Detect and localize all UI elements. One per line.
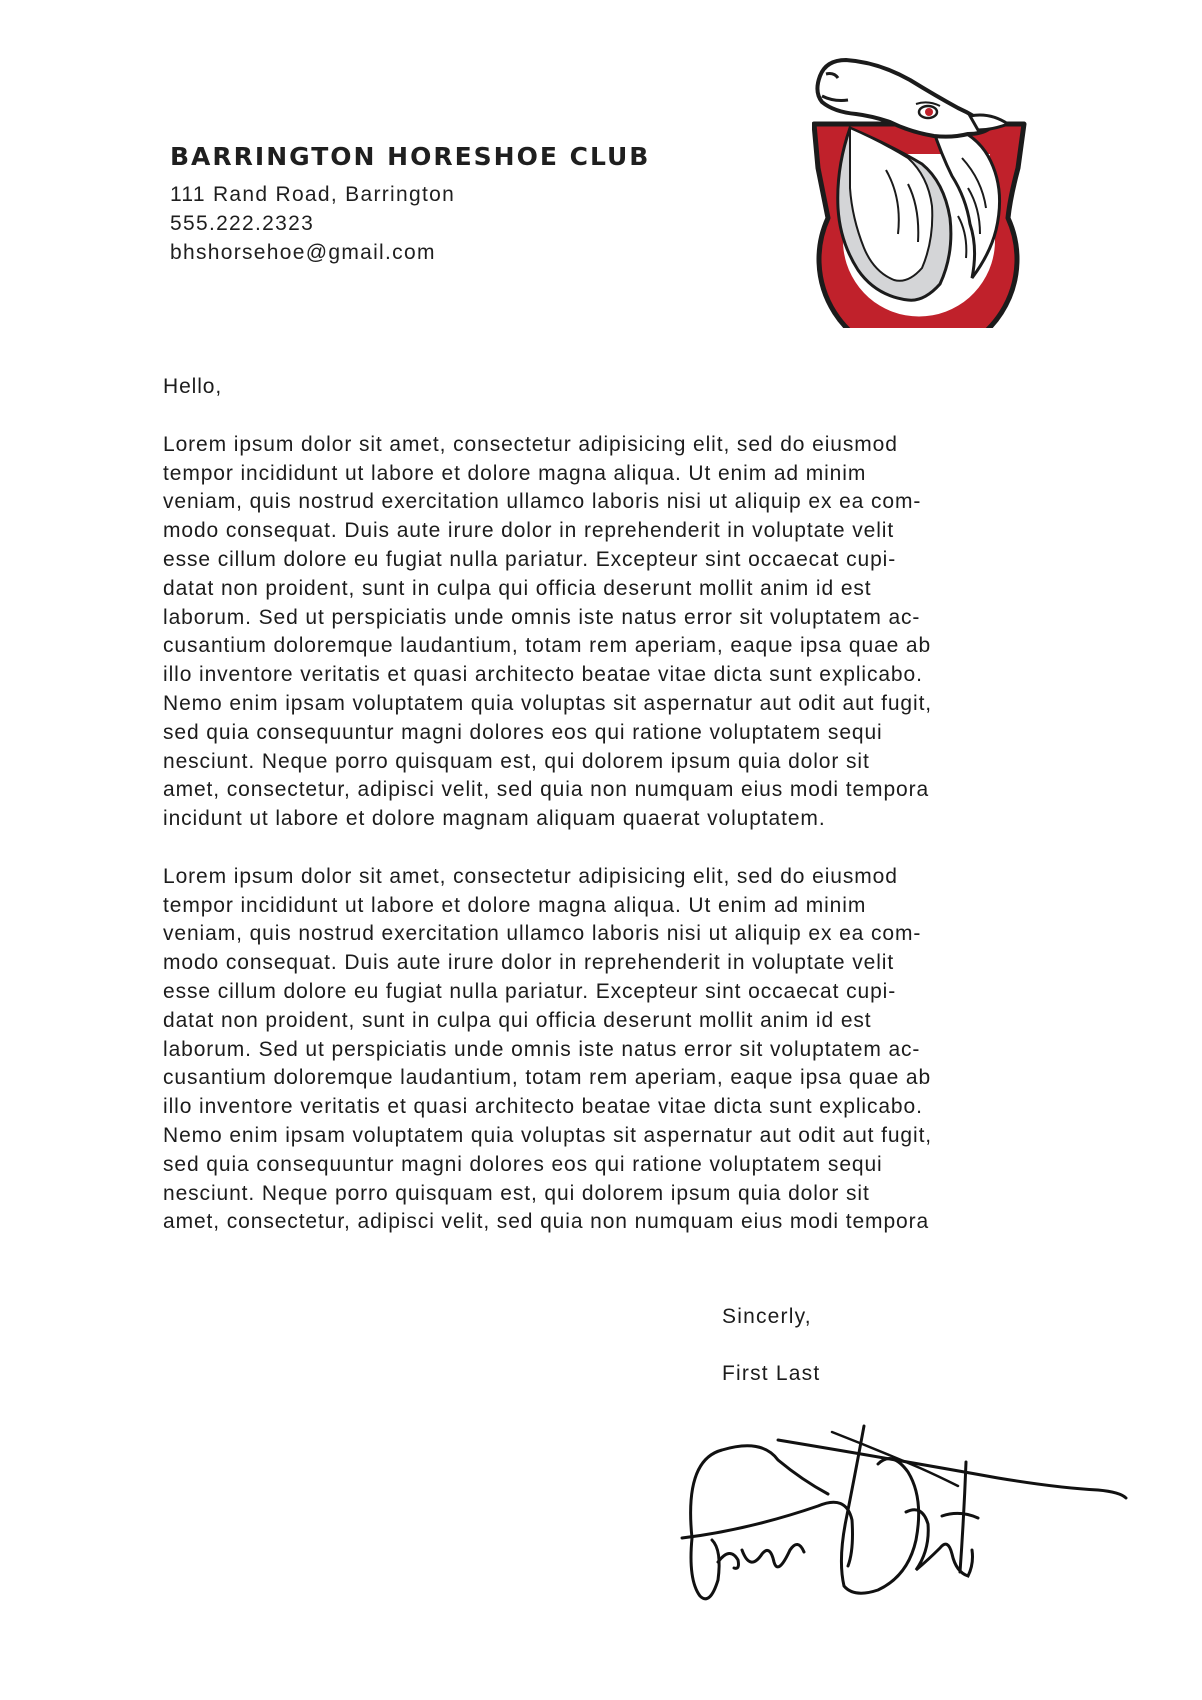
letter-body [163,373,1043,1237]
body-paragraph: Lorem ipsum dolor sit amet, consectetur adipisicing elit, sed do eiusmod tempor incididunt ut labore et dolore magna aliqua. Ut enim ad minim veniam, quis nostrud exercitation ullamco laboris nisi ut aliquip ex ea com- modo consequat. Duis aute irure dolor in reprehenderit in voluptate velit esse cillum dolore eu fugiat nulla pariatur. Excepteur sint occaecat cupi- datat non proident, sunt in culpa qui officia deserunt mollit anim id est laborum. Sed ut perspiciatis unde omnis iste natus error sit voluptatem ac- cusantium doloremque laudantium, totam rem aperiam, eaque ipsa quae ab illo inventore veritatis et quasi architecto beatae vitae dicta sunt explicabo. Nemo enim ipsam voluptatem quia voluptas sit aspernatur aut odit aut fugit, sed quia consequuntur magni dolores eos qui ratione voluptatem sequi nesciunt. Neque porro quisquam est, qui dolorem ipsum quia dolor sit amet, consectetur, adipisci velit, sed quia non numquam eius modi tempora incidunt ut labore et dolore magnam aliquam quaerat voluptatem. [163,432,933,831]
body-paragraph: Lorem ipsum dolor sit amet, consectetur adipisicing elit, sed do eiusmod tempor incididunt ut labore et dolore magna aliqua. Ut enim ad minim veniam, quis nostrud exercitation ullamco laboris nisi ut aliquip ex ea com- modo consequat. Duis aute irure dolor in reprehenderit in voluptate velit esse cillum dolore eu fugiat nulla pariatur. Excepteur sint occaecat cupi- datat non proident, sunt in culpa qui officia deserunt mollit anim id est laborum. Sed ut perspiciatis unde omnis iste natus error sit voluptatem ac- cusantium doloremque laudantium, totam rem aperiam, eaque ipsa quae ab illo inventore veritatis et quasi architecto beatae vitae dicta sunt explicabo. Nemo enim ipsam voluptatem quia voluptas sit aspernatur aut odit aut fugit, sed quia consequuntur magni dolores eos qui ratione voluptatem sequi nesciunt. Neque porro quisquam est, qui dolorem ipsum quia dolor sit amet, consectetur, adipisci velit, sed quia non numquam eius modi tempora [163,864,933,1234]
phone-number: 555.222.2323 [170,212,315,235]
greeting: Hello, [163,375,223,398]
closing: Sincerly, [722,1305,812,1328]
signature-icon [678,1420,1168,1610]
address: 111 Rand Road, Barrington [170,183,456,206]
horse-head-horseshoe-logo-icon [812,58,1042,328]
organization-name: BARRINGTON HORESHOE CLUB [170,142,651,171]
letterhead [170,140,690,267]
email-address: bhshorsehoe@gmail.com [170,241,436,264]
signer-name: First Last [722,1362,821,1385]
closing-block [722,1303,820,1388]
